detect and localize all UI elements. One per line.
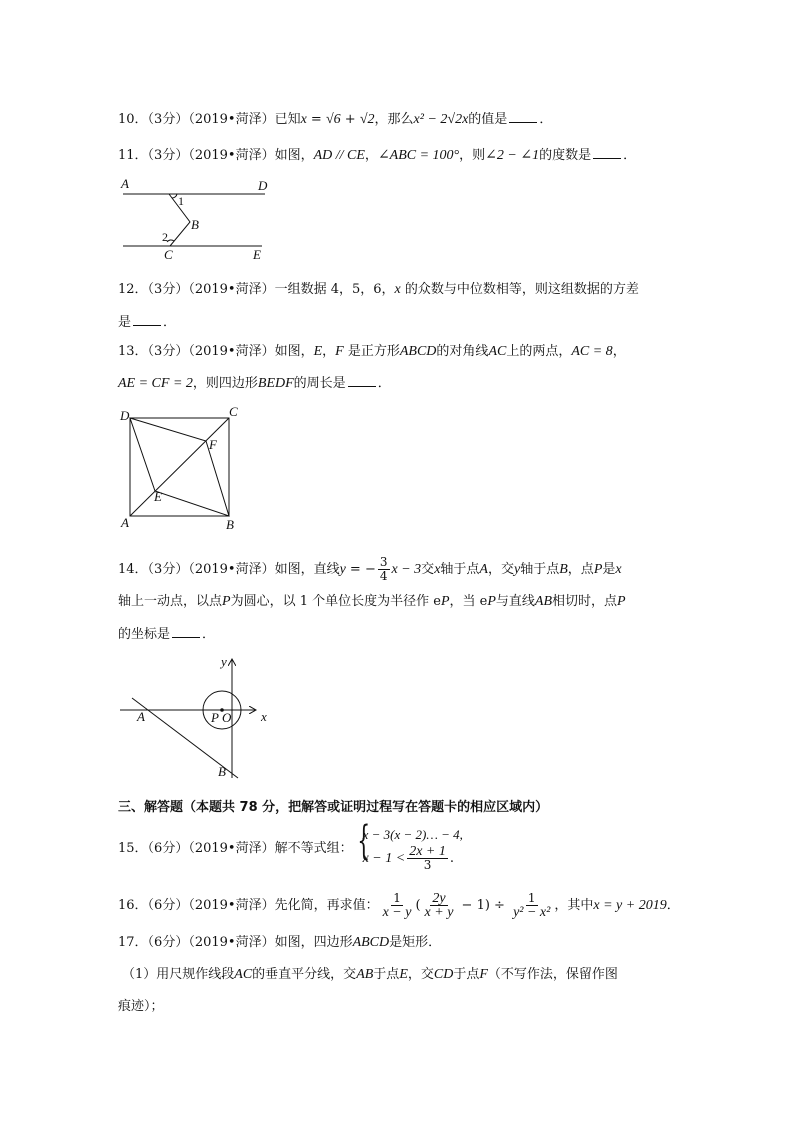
section-3-heading: 三、解答题（本题共 78 分，把解答或证明过程写在答题卡的相应区域内） bbox=[118, 800, 549, 815]
label-F: F bbox=[209, 437, 217, 452]
question-14-line3: 的坐标是 ． bbox=[118, 627, 216, 642]
question-12-line2: 是 ． bbox=[118, 315, 177, 330]
label-O: O bbox=[222, 710, 232, 725]
question-16: 16．（6分）（2019•菏泽）先化简，再求值： $\frac{1}{x - y}$ ( $\frac{2y}{x + y}$ − 1) ÷ $\frac{1}{\text{y² − x²}}$ ，其中x = y + 2019． bbox=[118, 891, 680, 920]
label-E: E bbox=[253, 247, 261, 262]
angle-1-label: 1 bbox=[178, 194, 184, 208]
label-y: y bbox=[221, 654, 227, 669]
label-B: B bbox=[191, 217, 199, 232]
question-13-line2: AE = CF = 2，则四边形BEDF的周长是 ． bbox=[118, 376, 391, 391]
label-D: D bbox=[120, 408, 130, 423]
angle-2-label: 2 bbox=[162, 230, 168, 244]
label-C: C bbox=[164, 247, 173, 262]
question-17-part-1: （1）用尺规作线段AC的垂直平分线，交AB于点E，交CD于点F（不写作法，保留作图 bbox=[122, 967, 618, 982]
question-12-line1: 12．（3分）（2019•菏泽）一组数据 4，5，6，x 的众数与中位数相等，则这组数据的方差 bbox=[118, 282, 639, 297]
question-14-line2: 轴上一动点，以点P为圆心，以 1 个单位长度为半径作 eP，当 eP与直线AB相切时，点P bbox=[118, 594, 626, 609]
question-13-line1: 13．（3分）（2019•菏泽）如图，E，F 是正方形ABCD的对角线AC上的两点，AC = 8， bbox=[118, 344, 626, 359]
question-15: 15．（6分）（2019•菏泽）解不等式组： { x − 3(x − 2)… − 4, x − 1 < $\frac{2x + 1}{3}$ . bbox=[118, 825, 463, 872]
question-14-line1: 14．（3分）（2019•菏泽）如图，直线y = − $\frac{3}{4}$ x − 3交x轴于点A，交y轴于点B，点P是x bbox=[118, 555, 622, 583]
label-B: B bbox=[226, 517, 234, 532]
label-x: x bbox=[261, 709, 267, 724]
label-C: C bbox=[229, 404, 238, 419]
label-E: E bbox=[154, 489, 162, 504]
question-11: 11．（3分）（2019•菏泽）如图，AD // CE，∠ABC = 100°，则∠2 − ∠1的度数是 ． bbox=[118, 148, 637, 163]
inequality-system: { x − 3(x − 2)… − 4, x − 1 < $\frac{2x + 1}{3}$ . bbox=[353, 825, 463, 872]
label-P: P bbox=[211, 710, 219, 725]
label-D: D bbox=[258, 178, 268, 193]
label-B: B bbox=[218, 764, 226, 779]
label-A: A bbox=[121, 176, 129, 191]
label-A: A bbox=[137, 709, 145, 724]
question-17-part-1-cont: 痕迹）； bbox=[118, 999, 164, 1014]
question-17: 17．（6分）（2019•菏泽）如图，四边形ABCD是矩形． bbox=[118, 935, 442, 950]
question-10: 10．（3分）（2019•菏泽）已知x = √6 + √2，那么x² − 2√2x的值是 ． bbox=[118, 112, 553, 127]
label-A: A bbox=[121, 515, 129, 530]
fraction: $\frac{3}{4}$ bbox=[379, 555, 388, 583]
